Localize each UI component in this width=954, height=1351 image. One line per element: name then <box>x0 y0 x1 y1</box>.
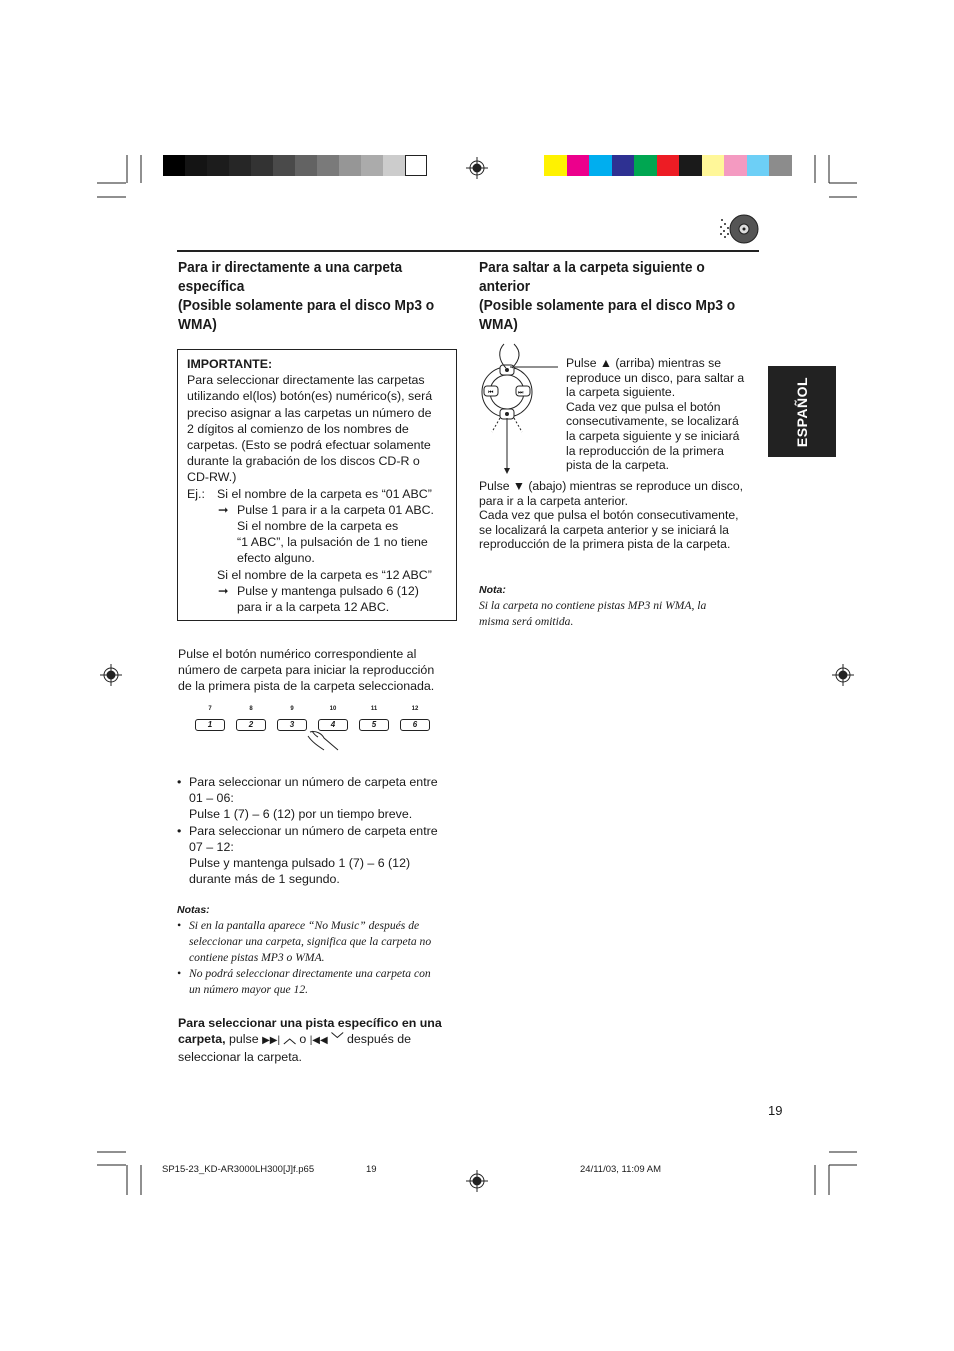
right-note: Nota: Si la carpeta no contiene pistas MP3 ni WMA, la misma será omitida. <box>479 584 707 628</box>
key-4: 4 <box>318 719 348 731</box>
color-swatch <box>702 155 725 176</box>
prev-track-icon: |◀◀ <box>309 1035 328 1047</box>
key-1: 1 <box>195 719 225 731</box>
next-track-icon: ▶▶| <box>262 1035 281 1047</box>
footer-date: 24/11/03, 11:09 AM <box>580 1164 661 1175</box>
page-number: 19 <box>768 1103 783 1118</box>
chevron-down-icon: ﹀ <box>331 1032 344 1047</box>
color-swatch <box>769 155 792 176</box>
gray-swatch <box>229 155 251 176</box>
header-rule <box>177 250 759 252</box>
gray-swatch <box>251 155 273 176</box>
color-swatch <box>567 155 590 176</box>
notes: Notas: • Si en la pantalla aparece “No Music” después de seleccionar una carpeta, significa que la carpeta no contiene pistas MP3 o WMA. • No podrá seleccionar directamente una carpeta con un número mayor que 12. <box>177 902 462 998</box>
gray-swatch <box>405 155 427 176</box>
key-5: 5 <box>359 719 389 731</box>
color-swatch <box>589 155 612 176</box>
color-swatch <box>657 155 680 176</box>
intro-paragraph: Pulse el botón numérico correspondiente al número de carpeta para iniciar la reproducción de la primera pista de la carpeta seleccionada. <box>178 647 435 694</box>
footer-file: SP15-23_KD-AR3000LH300[J]f.p65 <box>162 1164 315 1175</box>
color-swatch <box>612 155 635 176</box>
important-content: IMPORTANTE: Para seleccionar directamente las carpetas utilizando el(los) botón(es) numérico(s), será preciso asignar a las carpetas un número de 2 dígitos al comienzo de los nombres de carpetas. (Esto se podrá efectuar solamente durante la grabación de los discos CD-R o CD-RW.) Ej.: Si el nombre de la carpeta es “01 ABC” ➞ Pulse 1 para ir a la carpeta 01 ABC. Si el nombre de la carpeta es “1 ABC”, la pulsación de 1 no tiene efecto alguno. Si el nombre de la carpeta es “12 ABC” ➞ Pulse y mantenga pulsado 6 (12) para ir a la carpeta 12 ABC. <box>187 356 455 615</box>
footer-page: 19 <box>366 1164 377 1175</box>
key-3: 3 <box>277 719 307 731</box>
svg-text:⏮: ⏮ <box>488 390 494 396</box>
list-item: • Si en la pantalla aparece “No Music” después de seleccionar una carpeta, significa que la carpeta no contiene pistas MP3 o WMA. <box>177 919 432 964</box>
gray-swatch <box>273 155 295 176</box>
color-swatch <box>724 155 747 176</box>
gray-swatch <box>361 155 383 176</box>
right-heading: Para saltar a la carpeta siguiente o anterior (Posible solamente para el disco Mp3 o WMA) <box>479 260 736 333</box>
arrow-icon: ➞ <box>218 583 229 598</box>
track-selection: Para seleccionar una pista específico en una carpeta, pulse ▶▶| ︿ o |◀◀ ﹀ después de seleccionar la carpeta. <box>178 1016 442 1065</box>
color-swatch <box>747 155 770 176</box>
list-item: • Para seleccionar un número de carpeta entre 01 – 06: Pulse 1 (7) – 6 (12) por un tiempo breve. <box>177 775 438 822</box>
important-label: IMPORTANTE: <box>187 357 273 371</box>
down-instructions: Pulse ▼ (abajo) mientras se reproduce un disco, para ir a la carpeta anterior. Cada vez que pulsa el botón consecutivamente, se localizará la carpeta anterior y se iniciará la reproducción de la primera pista de la carpeta. <box>479 479 744 552</box>
gray-swatch <box>339 155 361 176</box>
gray-swatch <box>163 155 185 176</box>
arrow-icon: ➞ <box>218 502 229 517</box>
color-swatch <box>679 155 702 176</box>
color-swatch <box>544 155 567 176</box>
svg-text:⏭: ⏭ <box>518 390 524 396</box>
control-knob-illustration <box>478 340 568 475</box>
gray-swatch <box>295 155 317 176</box>
chevron-up-icon: ︿ <box>283 1032 296 1047</box>
left-heading: Para ir directamente a una carpeta específica (Posible solamente para el disco Mp3 o WMA) <box>178 260 435 333</box>
color-swatch <box>634 155 657 176</box>
list-item: • Para seleccionar un número de carpeta entre 07 – 12: Pulse y mantenga pulsado 1 (7) – 6 (12) durante más de 1 segundo. <box>177 823 438 887</box>
key-2: 2 <box>236 719 266 731</box>
gray-swatch <box>317 155 339 176</box>
bullet-list <box>177 774 462 887</box>
disc-icon <box>716 212 760 246</box>
language-tab: ESPAÑOL <box>768 366 836 457</box>
key-6: 6 <box>400 719 430 731</box>
list-item: • No podrá seleccionar directamente una carpeta con un número mayor que 12. <box>177 967 431 996</box>
gray-swatch <box>207 155 229 176</box>
up-instructions: Pulse ▲ (arriba) mientras se reproduce un disco, para saltar a la carpeta siguiente. Cada vez que pulsa el botón consecutivamente, se localizará la carpeta siguiente y se iniciará la reproducción de la primera pista de la carpeta. <box>566 356 745 473</box>
gray-swatch <box>383 155 405 176</box>
gray-swatch <box>185 155 207 176</box>
finger-icon <box>300 728 350 754</box>
